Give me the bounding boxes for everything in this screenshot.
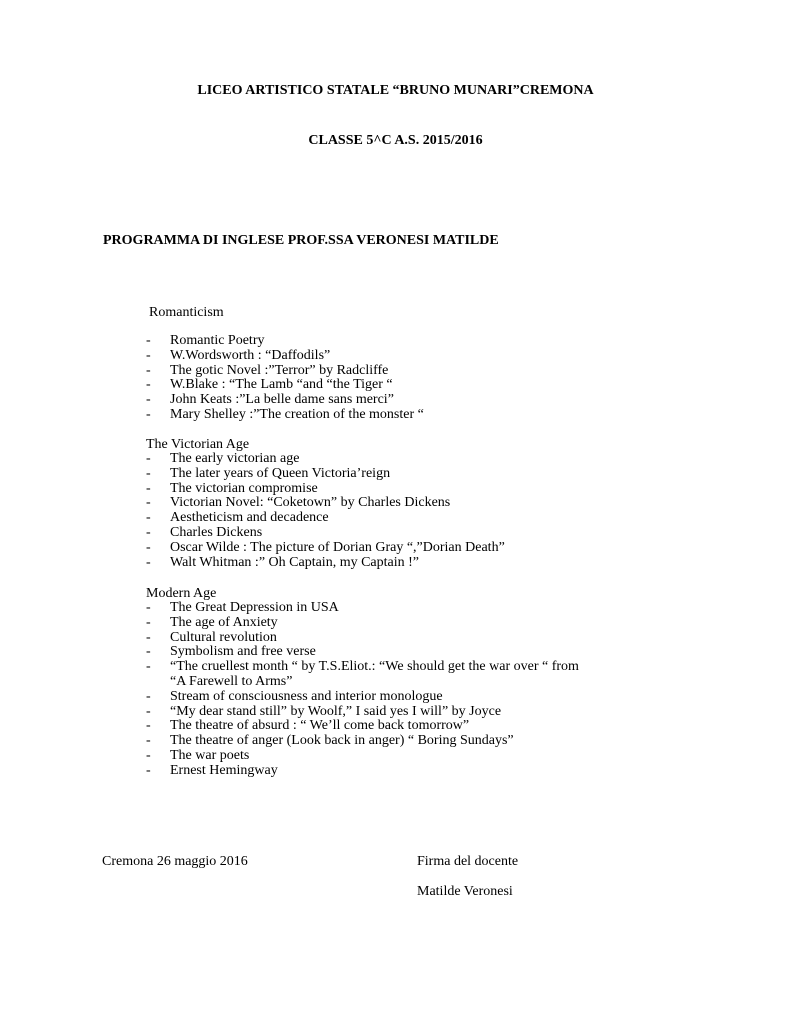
- list-item: - Symbolism and free verse: [146, 645, 579, 660]
- teacher-name: Matilde Veronesi: [417, 884, 513, 899]
- modern-list: [146, 601, 579, 779]
- romanticism-list: [146, 334, 424, 423]
- place-date: Cremona 26 maggio 2016: [102, 854, 248, 869]
- list-item: - Mary Shelley :”The creation of the monster “: [146, 408, 424, 423]
- section-title-modern: Modern Age: [146, 586, 217, 601]
- list-item: - The war poets: [146, 749, 579, 764]
- list-item: - John Keats :”La belle dame sans merci”: [146, 393, 424, 408]
- list-item: - W.Wordsworth : “Daffodils”: [146, 349, 424, 364]
- victorian-list: [146, 452, 505, 570]
- list-item: - Romantic Poetry: [146, 334, 424, 349]
- list-item: - Victorian Novel: “Coketown” by Charles Dickens: [146, 496, 505, 511]
- list-item: - “My dear stand still” by Woolf,” I said yes I will” by Joyce: [146, 705, 579, 720]
- section-title-romanticism: Romanticism: [149, 305, 224, 320]
- list-item: - The Great Depression in USA: [146, 601, 579, 616]
- list-item: - Oscar Wilde : The picture of Dorian Gray “,”Dorian Death”: [146, 541, 505, 556]
- list-item: - W.Blake : “The Lamb “and “the Tiger “: [146, 378, 424, 393]
- list-item: - The victorian compromise: [146, 482, 505, 497]
- section-title-victorian: The Victorian Age: [146, 437, 250, 452]
- list-item-multiline: [146, 660, 579, 690]
- list-item: - Ernest Hemingway: [146, 764, 579, 779]
- list-item: - The early victorian age: [146, 452, 505, 467]
- list-item: - The age of Anxiety: [146, 616, 579, 631]
- list-item: - The later years of Queen Victoria’reign: [146, 467, 505, 482]
- program-title: PROGRAMMA DI INGLESE PROF.SSA VERONESI MATILDE: [103, 233, 499, 248]
- list-item: - The theatre of absurd : “ We’ll come back tomorrow”: [146, 719, 579, 734]
- school-name: LICEO ARTISTICO STATALE “BRUNO MUNARI”CREMONA: [197, 83, 594, 98]
- class-year: CLASSE 5^C A.S. 2015/2016: [308, 133, 483, 148]
- list-item: - Cultural revolution: [146, 631, 579, 646]
- list-item: - Charles Dickens: [146, 526, 505, 541]
- list-item: - Walt Whitman :” Oh Captain, my Captain !”: [146, 556, 505, 571]
- list-item: - Stream of consciousness and interior monologue: [146, 690, 579, 705]
- signature-label: Firma del docente: [417, 854, 519, 869]
- list-item: - The theatre of anger (Look back in anger) “ Boring Sundays”: [146, 734, 579, 749]
- list-item-line: “The cruellest month “ by T.S.Eliot.: “We should get the war over “ from: [170, 659, 579, 675]
- list-item: - Aestheticism and decadence: [146, 511, 505, 526]
- list-item: - The gotic Novel :”Terror” by Radcliffe: [146, 364, 424, 379]
- list-item-continuation: “A Farewell to Arms”: [170, 673, 293, 689]
